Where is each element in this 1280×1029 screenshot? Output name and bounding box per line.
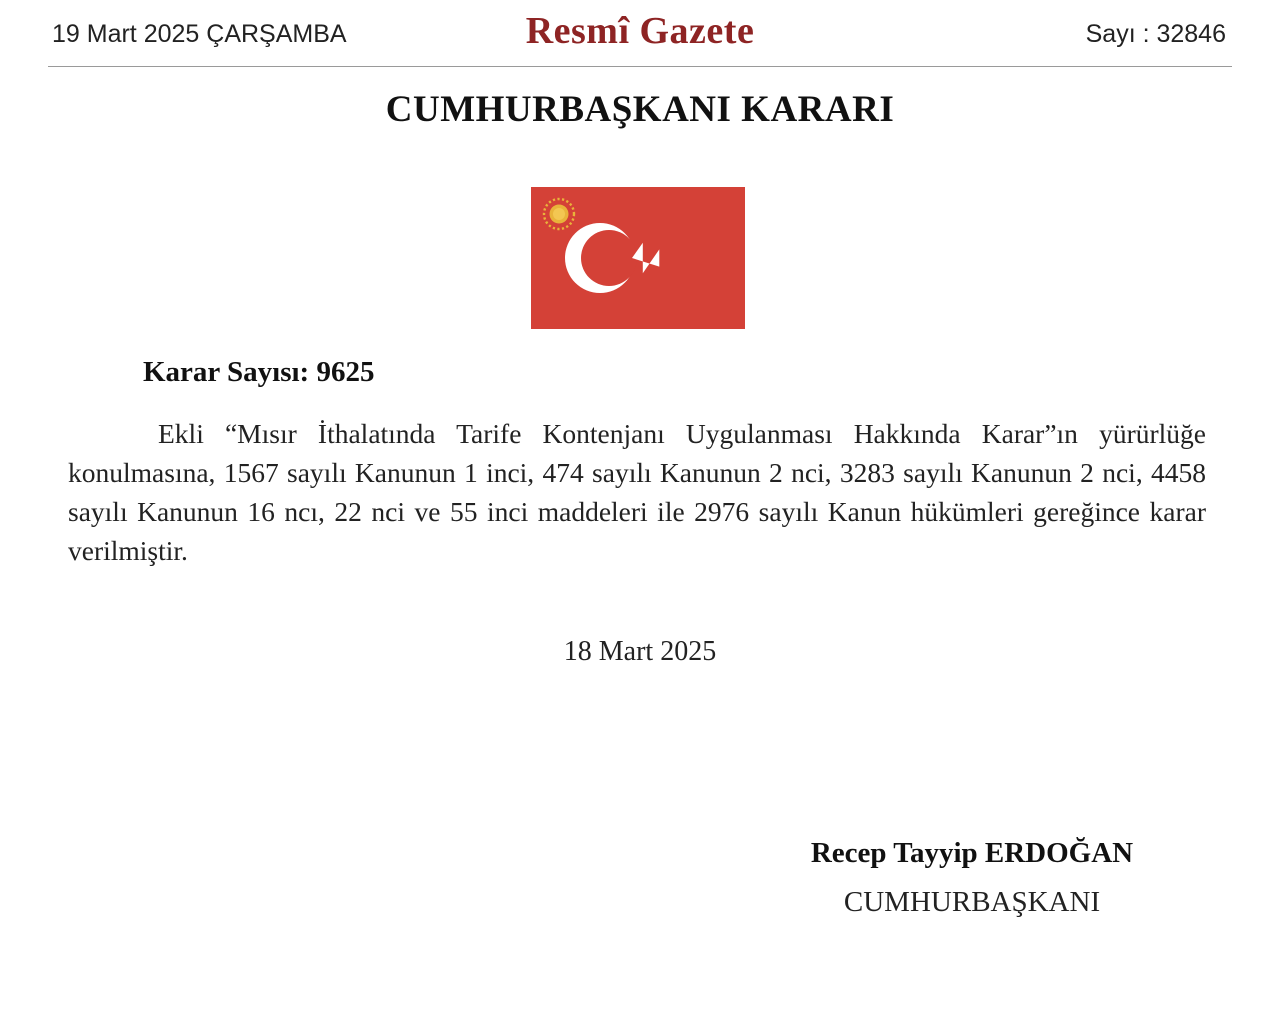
- decision-body-text: Ekli “Mısır İthalatında Tarife Kontenjanı Uygulanması Hakkında Karar”ın yürürlüğe konulmasına, 1567 sayılı Kanunun 1 inci, 474 sayılı Kanunun 2 nci, 3283 sayılı Kanunun 2 nci, 4458 sayılı Kanunun 16 ncı, 22 nci ve 55 inci maddeleri ile 2976 sayılı Kanun hükümleri gereğince karar verilmiştir.: [68, 418, 1206, 566]
- signatory-name: Recep Tayyip ERDOĞAN: [810, 837, 1134, 869]
- gazette-header: [48, 0, 1232, 67]
- publication-date: 19 Mart 2025 ÇARŞAMBA: [52, 20, 347, 48]
- signatory-title: CUMHURBAŞKANI: [843, 886, 1101, 918]
- signature-date: 18 Mart 2025: [563, 636, 717, 667]
- decision-number: Karar Sayısı: 9625: [143, 356, 375, 388]
- turkish-flag-icon: [531, 187, 745, 329]
- issue-number: Sayı : 32846: [1085, 20, 1226, 48]
- decision-type-heading: CUMHURBAŞKANI KARARI: [385, 89, 895, 130]
- gazette-title: Resmî Gazete: [525, 10, 755, 52]
